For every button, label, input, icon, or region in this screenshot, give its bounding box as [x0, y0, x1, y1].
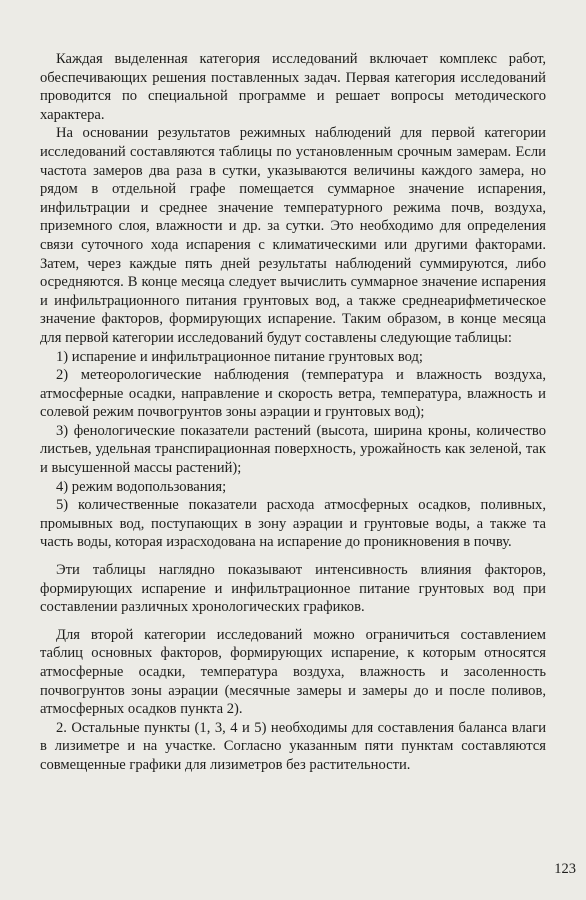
paragraph-3: Эти таблицы наглядно показывают интенсивность влияния факторов, формирующих испарение и инфильтрационное питание грунтовых вод при составлении различных хронологических графиков. [40, 562, 546, 616]
paragraph-2: На основании результатов режимных наблюдений для первой категории исследований составляются таблицы по установленным срочным замерам. Если частота замеров два раза в сутки, указываются величины каждого замера, но рядом в отдельной графе помещается суммарное значение испарения, инфильтрации и среднее значение температурного режима почв, воздуха, приземного слоя, влажности и др. за сутки. Это необходимо для определения связи суточного хода испарения с климатическими или другими факторами. Затем, через каждые пять дней результаты наблюдений суммируются, либо осредняются. В конце месяца следует вычислить суммарное значение испарения и инфильтрационного питания грунтовых вод, а также среднеарифметическое значение факторов, формирующих испарение. Таким образом, в конце месяца для первой категории исследований будут составлены следующие таблицы: [40, 125, 546, 346]
paragraph-5: 2. Остальные пункты (1, 3, 4 и 5) необходимы для составления баланса влаги в лизиметре и на участке. Согласно указанным пяти пунктам составляются совмещенные графики для лизиметров без растительности. [40, 719, 546, 773]
list-item-3: 3) фенологические показатели растений (высота, ширина кроны, количество листьев, удельная транспирационная поверхность, урожайность как зеленой, так и высушенной массы растений); [40, 422, 546, 477]
page-number: 123 [554, 861, 576, 877]
list-item-2: 2) метеорологические наблюдения (температура и влажность воздуха, атмосферные осадки, направление и скорость ветра, температура, влажность и солевой режим почвогрунтов зоны аэрации и грунтовых вод); [40, 367, 546, 421]
paragraph-1: Каждая выделенная категория исследований включает комплекс работ, обеспечивающих решения поставленных задач. Первая категория исследований проводится по специальной программе и решает вопросы методического характера. [40, 51, 546, 123]
page-text [40, 50, 546, 775]
list-item-5: 5) количественные показатели расхода атмосферных осадков, поливных, промывных вод, поступающих в зону аэрации и грунтовые воды, а также та часть воды, которая израсходована на испарение до проникновения в почву. [40, 497, 546, 551]
paragraph-4: Для второй категории исследований можно ограничиться составлением таблиц основных факторов, формирующих испарение, к которым относятся атмосферные осадки, температура воздуха, влажность и засоленность почвогрунтов зоны аэрации (месячные замеры и замеры до и после поливов, атмосферных осадков пункта 2). [40, 626, 546, 718]
list-item-4: 4) режим водопользования; [56, 478, 227, 495]
list-item-1: 1) испарение и инфильтрационное питание грунтовых вод; [56, 348, 423, 365]
